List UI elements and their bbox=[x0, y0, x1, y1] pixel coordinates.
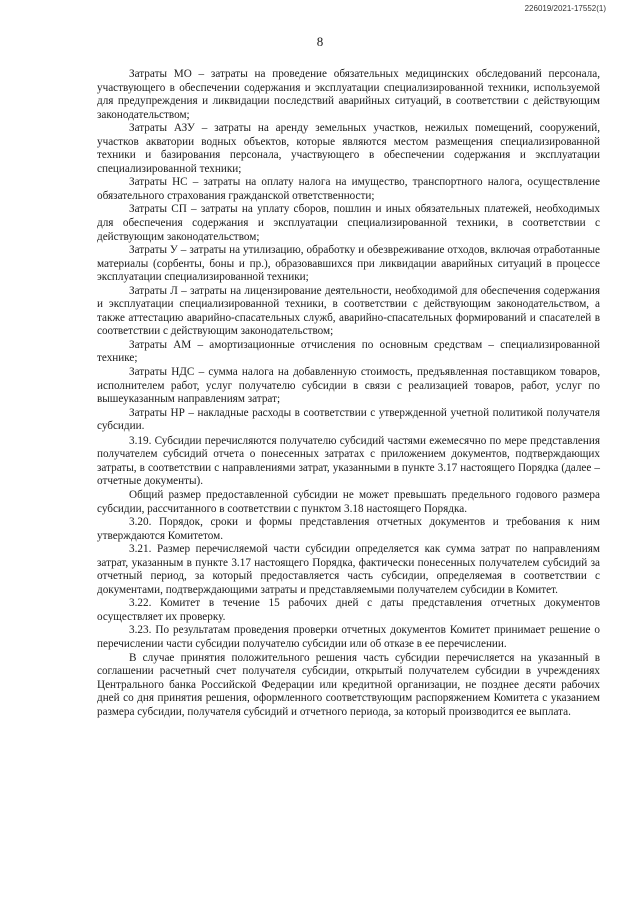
paragraph-3-22: 3.22. Комитет в течение 15 рабочих дней с даты представления отчетных документов осуществляет их проверку. bbox=[97, 597, 600, 623]
paragraph-nr: Затраты НР – накладные расходы в соответствии с утвержденной учетной политикой получателя субсидии. bbox=[97, 406, 600, 433]
paragraph-ns: Затраты НС – затраты на оплату налога на имущество, транспортного налога, осуществление обязательного страхования гражданской ответственности; bbox=[97, 176, 600, 202]
paragraph-3-19: 3.19. Субсидии перечисляются получателю субсидий частями ежемесячно по мере представления получателем субсидий отчета о понесенных затратах с приложением документов, подтверждающих затраты, в соответствии с направлениями затрат, указанными в пункте 3.17 настоящего Порядка (далее – отчетные документы). bbox=[97, 434, 600, 488]
paragraph-total-size: Общий размер предоставленной субсидии не может превышать предельного годового размера субсидии, рассчитанного в соответствии с пунктом 3.18 настоящего Порядка. bbox=[97, 488, 600, 515]
paragraph-mo: Затраты МО – затраты на проведение обязательных медицинских обследований персонала, участвующего в обеспечении содержания и эксплуатации специализированной техники, используемой для предупреждения и ликвидации последствий аварийных ситуаций, в соответствии с действующим законодательством; bbox=[97, 68, 600, 121]
paragraph-3-20: 3.20. Порядок, сроки и формы представления отчетных документов и требования к ним утверждаются Комитетом. bbox=[97, 516, 600, 542]
document-body bbox=[97, 68, 600, 719]
paragraph-azu: Затраты АЗУ – затраты на аренду земельных участков, нежилых помещений, сооружений, участков акватории водных объектов, которые являются местом размещения специализированной техники и базирования персонала, участвующего в обеспечении содержания и эксплуатации специализированной техники; bbox=[97, 122, 600, 175]
paragraph-nds: Затраты НДС – сумма налога на добавленную стоимость, предъявленная поставщиком товаров, исполнителем работ, услуг получателю субсидии в связи с реализацией товаров, работ, услуг по вышеуказанным направлениям затрат; bbox=[97, 366, 600, 406]
document-id: 226019/2021-17552(1) bbox=[524, 4, 606, 13]
paragraph-sp: Затраты СП – затраты на уплату сборов, пошлин и иных обязательных платежей, необходимых для обеспечения содержания и эксплуатации специализированной техники, в соответствии с действующим законодательством; bbox=[97, 203, 600, 243]
paragraph-positive-decision: В случае принятия положительного решения часть субсидии перечисляется на указанный в соглашении расчетный счет получателя субсидии, открытый получателем субсидии в учреждениях Центрального банка Российской Федерации или кредитной организации, не позднее десяти рабочих дней со дня принятия решения, оформленного соответствующим распоряжением Комитета с указанием размера субсидии, получателя субсидий и отчетного периода, за который производится ее выплата. bbox=[97, 651, 600, 718]
paragraph-3-21: 3.21. Размер перечисляемой части субсидии определяется как сумма затрат по направлениям затрат, указанным в пункте 3.17 настоящего Порядка, фактически понесенных получателем субсидий за отчетный период, за который предоставляется часть субсидии, определяемая в соответствии с документами, подтверждающими затраты и представляемыми получателем субсидии в Комитет. bbox=[97, 543, 600, 596]
paragraph-u: Затраты У – затраты на утилизацию, обработку и обезвреживание отходов, включая отработанные материалы (сорбенты, боны и пр.), образовавшихся при ликвидации аварийных ситуаций в процессе эксплуатации специализированной техники; bbox=[97, 244, 600, 284]
page-number: 8 bbox=[316, 34, 324, 49]
paragraph-l: Затраты Л – затраты на лицензирование деятельности, необходимой для обеспечения содержания и эксплуатации специализированной техники, в соответствии с действующим законодательством, а также аттестацию аварийно-спасательных служб, аварийно-спасательных формирований и спасателей в соответствии с действующим законодательством; bbox=[97, 284, 600, 338]
paragraph-3-23: 3.23. По результатам проведения проверки отчетных документов Комитет принимает решение о перечислении части субсидии получателю субсидии или об отказе в ее перечислении. bbox=[97, 624, 600, 650]
paragraph-am: Затраты АМ – амортизационные отчисления по основным средствам – специализированной технике; bbox=[97, 338, 600, 365]
